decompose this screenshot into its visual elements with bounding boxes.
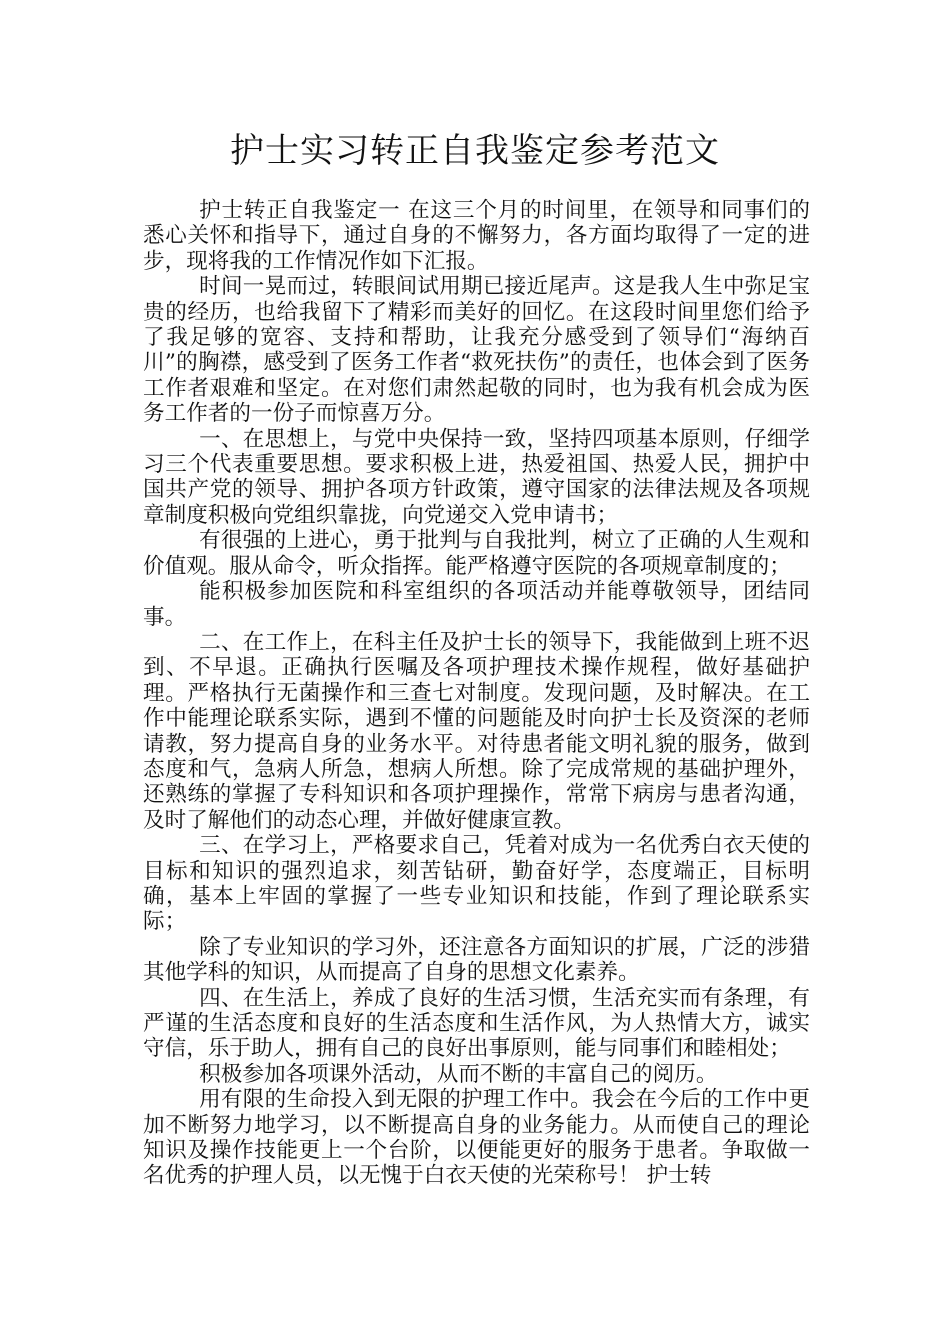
paragraph-2: 时间一晃而过，转眼间试用期已接近尾声。这是我人生中弥足宝贵的经历，也给我留下了精彩而美好的回忆。在这段时间里您们给予了我足够的宽容、支持和帮助，让我充分感受到了领导们“海纳百川”的胸襟，感受到了医务工作者“救死扶伤”的责任，也体会到了医务工作者艰难和坚定。在对您们肃然起敬的同时，也为我有机会成为医务工作者的一份子而惊喜万分。 bbox=[143, 274, 810, 427]
paragraph-3: 一、在思想上，与党中央保持一致，坚持四项基本原则，仔细学习三个代表重要思想。要求积极上进，热爱祖国、热爱人民，拥护中国共产党的领导、拥护各项方针政策，遵守国家的法律法规及各项规章制度积极向党组织靠拢，向党递交入党申请书； bbox=[143, 426, 810, 528]
paragraph-7: 三、在学习上，严格要求自己，凭着对成为一名优秀白衣天使的目标和知识的强烈追求，刻苦钻研，勤奋好学，态度端正，目标明确，基本上牢固的掌握了一些专业知识和技能，作到了理论联系实际； bbox=[143, 833, 810, 935]
paragraph-6: 二、在工作上，在科主任及护士长的领导下，我能做到上班不迟到、不早退。正确执行医嘱及各项护理技术操作规程，做好基础护理。严格执行无菌操作和三查七对制度。发现问题，及时解决。在工作中能理论联系实际，遇到不懂的问题能及时向护士长及资深的老师请教，努力提高自身的业务水平。对待患者能文明礼貌的服务，做到态度和气，急病人所急，想病人所想。除了完成常规的基础护理外，还熟练的掌握了专科知识和各项护理操作，常常下病房与患者沟通，及时了解他们的动态心理，并做好健康宣教。 bbox=[143, 629, 810, 833]
paragraph-10: 积极参加各项课外活动，从而不断的丰富自己的阅历。 bbox=[199, 1061, 718, 1087]
document-body bbox=[143, 198, 810, 1189]
document-title: 护士实习转正自我鉴定参考范文 bbox=[230, 131, 720, 171]
paragraph-5: 能积极参加医院和科室组织的各项活动并能尊敬领导，团结同事。 bbox=[143, 579, 810, 630]
paragraph-1: 护士转正自我鉴定一 在这三个月的时间里，在领导和同事们的悉心关怀和指导下，通过自身的不懈努力，各方面均取得了一定的进步，现将我的工作情况作如下汇报。 bbox=[143, 198, 810, 274]
paragraph-11: 用有限的生命投入到无限的护理工作中。我会在今后的工作中更加不断努力地学习，以不断提高自身的业务能力。从而使自己的理论知识及操作技能更上一个台阶，以便能更好的服务于患者。争取做一名优秀的护理人员，以无愧于白衣天使的光荣称号！ 护士转 bbox=[143, 1087, 810, 1189]
paragraph-4: 有很强的上进心，勇于批判与自我批判，树立了正确的人生观和价值观。服从命令，听众指挥。能严格遵守医院的各项规章制度的； bbox=[143, 528, 810, 579]
paragraph-9: 四、在生活上，养成了良好的生活习惯，生活充实而有条理，有严谨的生活态度和良好的生活态度和生活作风，为人热情大方，诚实守信，乐于助人，拥有自己的良好出事原则，能与同事们和睦相处； bbox=[143, 985, 810, 1062]
paragraph-8: 除了专业知识的学习外，还注意各方面知识的扩展，广泛的涉猎其他学科的知识，从而提高了自身的思想文化素养。 bbox=[143, 934, 810, 986]
